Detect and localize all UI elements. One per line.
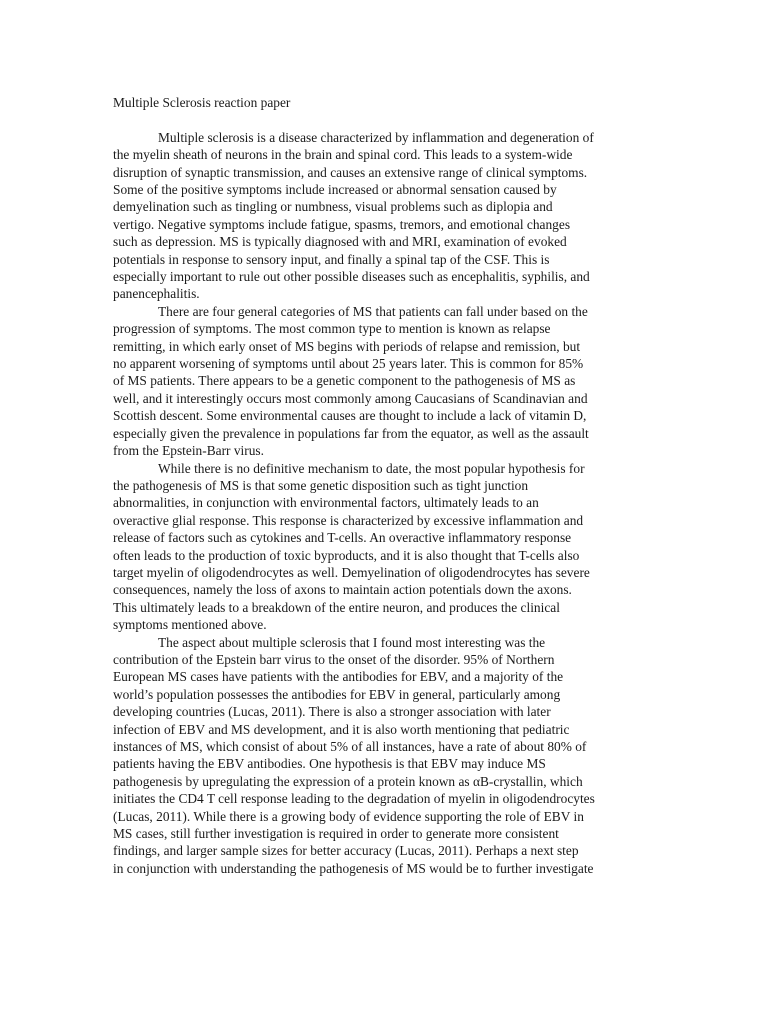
text-line: Some of the positive symptoms include increased or abnormal sensation caused by: [113, 182, 557, 198]
text-line: symptoms mentioned above.: [113, 617, 267, 633]
text-line: well, and it interestingly occurs most commonly among Caucasians of Scandinavian and: [113, 390, 588, 406]
text-line: especially given the prevalence in populations far from the equator, as well as the assault: [113, 425, 589, 441]
text-line: often leads to the production of toxic byproducts, and it is also thought that T-cells also: [113, 547, 580, 563]
text-line: especially important to rule out other possible diseases such as encephalitis, syphilis, and: [113, 269, 590, 285]
text-line: There are four general categories of MS that patients can fall under based on the: [158, 303, 588, 319]
text-line: demyelination such as tingling or numbness, visual problems such as diplopia and: [113, 199, 553, 215]
text-line: of MS patients. There appears to be a genetic component to the pathogenesis of MS as: [113, 373, 576, 389]
text-line: The aspect about multiple sclerosis that I found most interesting was the: [158, 634, 546, 650]
text-line: the myelin sheath of neurons in the brain and spinal cord. This leads to a system-wide: [113, 147, 573, 163]
text-line: disruption of synaptic transmission, and causes an extensive range of clinical symptoms.: [113, 164, 588, 180]
paragraph-4: [113, 634, 658, 878]
text-line: (Lucas, 2011). While there is a growing body of evidence supporting the role of EBV in: [113, 808, 584, 824]
text-line: from the Epstein-Barr virus.: [113, 443, 264, 459]
text-line: developing countries (Lucas, 2011). There is also a stronger association with later: [113, 704, 551, 720]
text-line: progression of symptoms. The most common type to mention is known as relapse: [113, 321, 551, 337]
document-body: [113, 94, 658, 877]
text-line: target myelin of oligodendrocytes as well. Demyelination of oligodendrocytes has severe: [113, 564, 590, 580]
text-line: consequences, namely the loss of axons to maintain action potentials down the axons.: [113, 582, 572, 598]
text-line: release of factors such as cytokines and T-cells. An overactive inflammatory response: [113, 530, 572, 546]
text-line: patients having the EBV antibodies. One hypothesis is that EBV may induce MS: [113, 756, 546, 772]
document-title: Multiple Sclerosis reaction paper: [113, 95, 291, 110]
paragraph-1: [113, 129, 658, 303]
text-line: panencephalitis.: [113, 286, 200, 302]
paragraph-3: [113, 460, 658, 634]
text-line: world’s population possesses the antibodies for EBV in general, particularly among: [113, 686, 561, 702]
text-line: no apparent worsening of symptoms until about 25 years later. This is common for 85%: [113, 356, 584, 372]
text-line: pathogenesis by upregulating the expression of a protein known as αB-crystallin, which: [113, 773, 583, 789]
paragraph-2: [113, 303, 658, 460]
text-line: abnormalities, in conjunction with environmental factors, ultimately leads to an: [113, 495, 539, 511]
text-line: MS cases, still further investigation is required in order to generate more consistent: [113, 826, 559, 842]
text-line: contribution of the Epstein barr virus to the onset of the disorder. 95% of Northern: [113, 651, 555, 667]
text-line: infection of EBV and MS development, and it is also worth mentioning that pediatric: [113, 721, 570, 737]
text-line: European MS cases have patients with the antibodies for EBV, and a majority of the: [113, 669, 564, 685]
text-line: Multiple sclerosis is a disease characterized by inflammation and degeneration of: [158, 129, 594, 145]
text-line: such as depression. MS is typically diagnosed with and MRI, examination of evoked: [113, 234, 567, 250]
text-line: initiates the CD4 T cell response leading to the degradation of myelin in oligodendrocytes: [113, 791, 595, 807]
text-line: While there is no definitive mechanism to date, the most popular hypothesis for: [158, 460, 585, 476]
text-line: in conjunction with understanding the pathogenesis of MS would be to further investigate: [113, 860, 594, 876]
text-line: overactive glial response. This response is characterized by excessive inflammation and: [113, 512, 584, 528]
text-line: potentials in response to sensory input, and finally a spinal tap of the CSF. This is: [113, 251, 550, 267]
text-line: This ultimately leads to a breakdown of the entire neuron, and produces the clinical: [113, 599, 560, 615]
text-line: remitting, in which early onset of MS begins with periods of relapse and remission, but: [113, 338, 581, 354]
text-line: instances of MS, which consist of about 5% of all instances, have a rate of about 80% of: [113, 739, 587, 755]
text-line: Scottish descent. Some environmental causes are thought to include a lack of vitamin D,: [113, 408, 587, 424]
text-line: vertigo. Negative symptoms include fatigue, spasms, tremors, and emotional changes: [113, 216, 571, 232]
text-line: findings, and larger sample sizes for better accuracy (Lucas, 2011). Perhaps a next step: [113, 843, 579, 859]
text-line: the pathogenesis of MS is that some genetic disposition such as tight junction: [113, 477, 529, 493]
